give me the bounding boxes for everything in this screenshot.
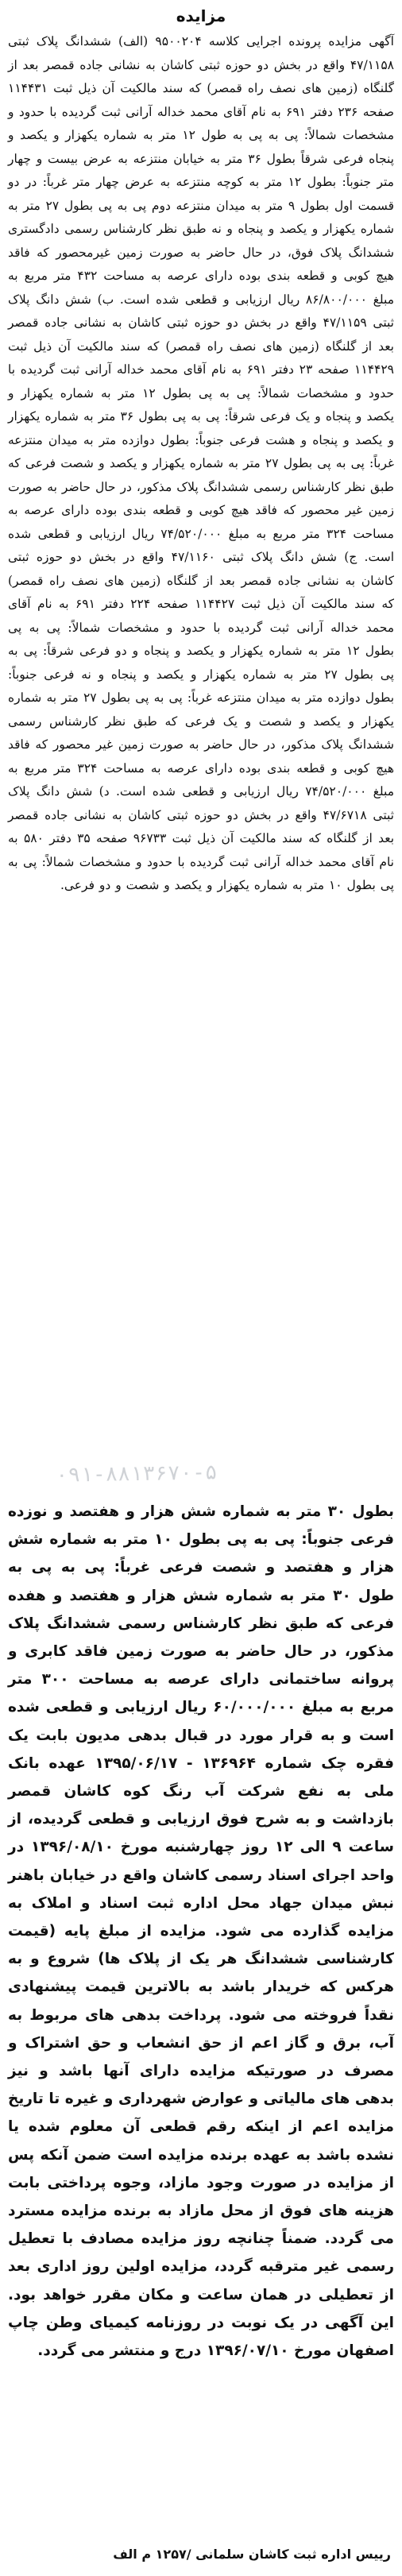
phone-watermark: ۰۹۱-۸۸۱۳۶۷۰-۵ [55,1460,218,1487]
notice-lower-section [0,1498,402,2365]
signature-line: رییس اداره ثبت کاشان سلمانی /۱۲۵۷ م الف [113,2547,391,2562]
notice-upper-text: آگهی مزایده پرونده اجرایی کلاسه ۹۵۰۰۲۰۴ (الف) ششدانگ پلاک ثبتی ۴۷/۱۱۵۸ واقع در بخش دو حوزه ثبتی کاشان به نشانی جاده قمصر بعد از گلنگاه (زمین های نصف راه قمصر) که سند مالکیت آن ذیل ثبت ۱۱۴۴۳۱ صفحه ۲۳۶ دفتر ۶۹۱ به نام آقای محمد خداله آرانی ثبت گردیده با حدود و مشخصات شمالاً: پی به پی به طول ۱۲ متر به شماره یکهزار و یکصد و پنجاه فرعی شرقاً بطول ۳۶ متر به خیابان منتزعه به عرض بیست و چهار متر جنوباً: بطول ۱۲ متر به کوچه منتزعه به عرض چهار متر غرباً: در دو قسمت اول بطول ۹ متر به میدان منتزعه دوم پی به پی بطول ۲۷ متر به شماره یکهزار و یکصد و پنجاه و نه طبق نظر کارشناس رسمی دادگستری ششدانگ پلاک فوق، در حال حاضر به صورت زمین غیرمحصور که فاقد هیچ کوبی و قطعه بندی بوده دارای عرصه به مساحت ۴۳۲ متر مربع به مبلغ ۸۶/۸۰۰/۰۰۰ ریال ارزیابی و قطعی شده است. ب) شش دانگ پلاک ثبتی ۴۷/۱۱۵۹ واقع در بخش دو حوزه ثبتی کاشان به نشانی جاده قمصر بعد از گلنگاه (زمین های نصف راه قمصر) که سند مالکیت آن ذیل ثبت ۱۱۴۴۲۹ صفحه ۲۳ دفتر ۶۹۱ به نام آقای محمد خداله آرانی ثبت گردیده با حدود و مشخصات شمالاً: پی به پی بطول ۱۲ متر به شماره یکهزار و یکصد و پنجاه و یک فرعی شرقاً: پی به پی بطول ۳۶ متر به شماره یکهزار و یکصد و پنجاه و هشت فرعی جنوباً: بطول دوازده متر به میدان منتزعه غرباً: پی به پی بطول ۲۷ متر به شماره یکهزار و یکصد و شصت فرعی که طبق نظر کارشناس رسمی ششدانگ پلاک مذکور، در حال حاضر به صورت زمین غیر محصور که فاقد هیچ کوبی و قطعه بندی بوده دارای عرصه به مساحت ۳۲۴ متر مربع به مبلغ ۷۴/۵۲۰/۰۰۰ ریال ارزیابی و قطعی شده است. ج) شش دانگ پلاک ثبتی ۴۷/۱۱۶۰ واقع در بخش دو حوزه ثبتی کاشان به نشانی جاده قمصر بعد از گلنگاه (زمین های نصف راه قمصر) که سند مالکیت آن ذیل ثبت ۱۱۴۴۲۷ صفحه ۲۲۴ دفتر ۶۹۱ به نام آقای محمد خداله آرانی ثبت گردیده با حدود و مشخصات شمالاً: پی به پی بطول ۱۲ متر به شماره یکهزار و یکصد و پنجاه و دو فرعی شرقاً: پی به پی بطول ۲۷ متر به شماره یکهزار و یکصد و پنجاه و نه فرعی جنوباً: بطول دوازده متر به میدان منتزعه غرباً: پی به پی بطول ۲۷ متر به شماره یکهزار و یکصد و شصت و یک فرعی که طبق نظر کارشناس رسمی ششدانگ پلاک مذکور، در حال حاضر به صورت زمین غیر محصور که فاقد هیچ کوبی و قطعه بندی بوده دارای عرصه به مساحت ۳۲۴ متر مربع به مبلغ ۷۴/۵۲۰/۰۰۰ ریال ارزیابی و قطعی شده است. د) شش دانگ پلاک ثبتی ۴۷/۶۷۱۸ واقع در بخش دو حوزه ثبتی کاشان به نشانی جاده قمصر بعد از گلنگاه که سند مالکیت آن ذیل ثبت ۹۶۷۳۳ صفحه ۳۵ دفتر ۵۸۰ به نام آقای محمد خداله آرانی ثبت گردیده با حدود و مشخصات شمالاً: پی به پی بطول ۱۰ متر به شماره یکهزار و یکصد و شصت و دو فرعی. [8,34,395,892]
notice-title: مزایده [176,6,226,25]
notice-lower-text: بطول ۳۰ متر به شماره شش هزار و هفتصد و نوزده فرعی جنوباً: پی به پی بطول ۱۰ متر به شماره شش هزار و هفتصد و شصت فرعی غرباً: پی به پی به طول ۳۰ متر به شماره شش هزار و هفتصد و هفده فرعی که طبق نظر کارشناس رسمی ششدانگ پلاک مذکور، در حال حاضر به صورت زمین فاقد کابری و پروانه ساختمانی دارای عرصه به مساحت ۳۰۰ متر مربع به مبلغ ۶۰/۰۰۰/۰۰۰ ریال ارزیابی و قطعی شده است و به قرار مورد در قبال بدهی مدیون بابت یک فقره چک شماره ۱۳۶۹۶۴ - ۱۳۹۵/۰۶/۱۷ عهده بانک ملی به نفع شرکت آب رنگ کوه کاشان قمصر بازداشت و به شرح فوق ارزیابی و قطعی گردیده، از ساعت ۹ الی ۱۲ روز چهارشنبه مورخ ۱۳۹۶/۰۸/۱۰ در واحد اجرای اسناد رسمی کاشان واقع در خیابان باهنر نبش میدان جهاد محل اداره ثبت اسناد و املاک به مزایده گذارده می شود. مزایده از مبلغ پایه (قیمت کارشناسی ششدانگ هر یک از پلاک ها) شروع و به هرکس که خریدار باشد به بالاترین قیمت پیشنهادی نقداً فروخته می شود. پرداخت بدهی های مربوط به آب، برق و گاز اعم از حق انشعاب و حق اشتراک و مصرف در صورتیکه مزایده دارای آنها باشد و نیز بدهی های مالیاتی و عوارض شهرداری و غیره تا تاریخ مزایده اعم از اینکه رقم قطعی آن معلوم شده یا نشده باشد به عهده برنده مزایده است ضمن آنکه پس از مزایده در صورت وجود مازاد، وجوه پرداختی بابت هزینه های فوق از محل مازاد به برنده مزایده مسترد می گردد. ضمناً چنانچه روز مزایده مصادف با تعطیل رسمی غیر مترقبه گردد، مزایده اولین روز اداری بعد از تعطیلی در همان ساعت و مکان مقرر خواهد بود. این آگهی در یک نوبت در روزنامه کیمیای وطن چاپ اصفهان مورخ ۱۳۹۶/۰۷/۱۰ درج و منتشر می گردد. [8,1503,395,2360]
